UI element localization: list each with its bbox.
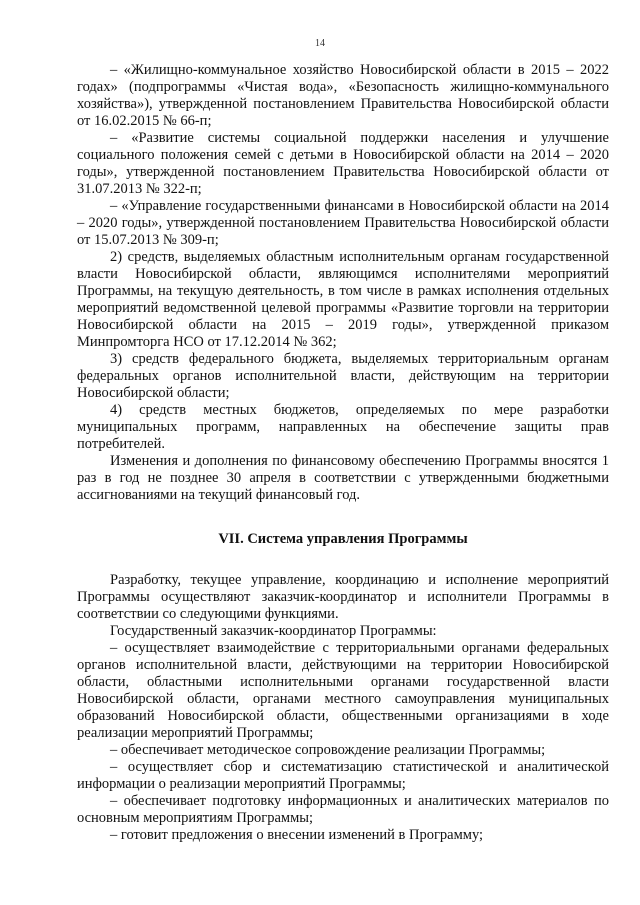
document-body [77, 62, 609, 844]
paragraph: 4) средств местных бюджетов, определяемых по мере разработки муниципальных программ, направленных на обеспечение защиты прав потребителей. [77, 402, 609, 452]
page-number: 14 [315, 38, 325, 49]
paragraph: – осуществляет взаимодействие с территориальными органами федеральных органов исполнительной власти, действующими на территории Новосибирской области, областными исполнительными органами государственной власти Новосибирской области, органами местного самоуправления муниципальных образований Новосибирской области, общественными организациями в ходе реализации мероприятий Программы; [77, 640, 609, 741]
paragraph: Разработку, текущее управление, координацию и исполнение мероприятий Программы осуществляют заказчик-координатор и исполнители Программы в соответствии со следующими функциями. [77, 572, 609, 622]
paragraph: – «Развитие системы социальной поддержки населения и улучшение социального положения семей с детьми в Новосибирской области на 2014 – 2020 годы», утвержденной постановлением Правительства Новосибирской области от 31.07.2013 № 322-п; [77, 130, 609, 197]
paragraph: 3) средств федерального бюджета, выделяемых территориальным органам федеральных органов исполнительной власти, действующим на территории Новосибирской области; [77, 351, 609, 401]
paragraph: Государственный заказчик-координатор Программы: [110, 623, 437, 639]
paragraph: – обеспечивает подготовку информационных и аналитических материалов по основным мероприятиям Программы; [77, 793, 609, 826]
paragraph: – «Управление государственными финансами в Новосибирской области на 2014 – 2020 годы», утвержденной постановлением Правительства Новосибирской области от 15.07.2013 № 309-п; [77, 198, 609, 248]
paragraph: – осуществляет сбор и систематизацию статистической и аналитической информации о реализации мероприятий Программы; [77, 759, 609, 792]
paragraph: 2) средств, выделяемых областным исполнительным органам государственной власти Новосибирской области, являющимся исполнителями мероприятий Программы, на текущую деятельность, в том числе в рамках исполнения отдельных мероприятий ведомственной целевой программы «Развитие торговли на территории Новосибирской области на 2015 – 2019 годы», утвержденной приказом Минпромторга НСО от 17.12.2014 № 362; [77, 249, 609, 350]
section-heading: VII. Система управления Программы [218, 531, 468, 547]
paragraph: Изменения и дополнения по финансовому обеспечению Программы вносятся 1 раз в год не позднее 30 апреля в соответствии с утвержденными бюджетными ассигнованиями на текущий финансовый год. [77, 453, 609, 503]
paragraph: – готовит предложения о внесении изменений в Программу; [110, 827, 484, 843]
paragraph: – «Жилищно-коммунальное хозяйство Новосибирской области в 2015 – 2022 годах» (подпрограммы «Чистая вода», «Безопасность жилищно-коммунального хозяйства»), утвержденной постановлением Правительства Новосибирской области от 16.02.2015 № 66-п; [77, 62, 609, 129]
paragraph: – обеспечивает методическое сопровождение реализации Программы; [110, 742, 546, 758]
